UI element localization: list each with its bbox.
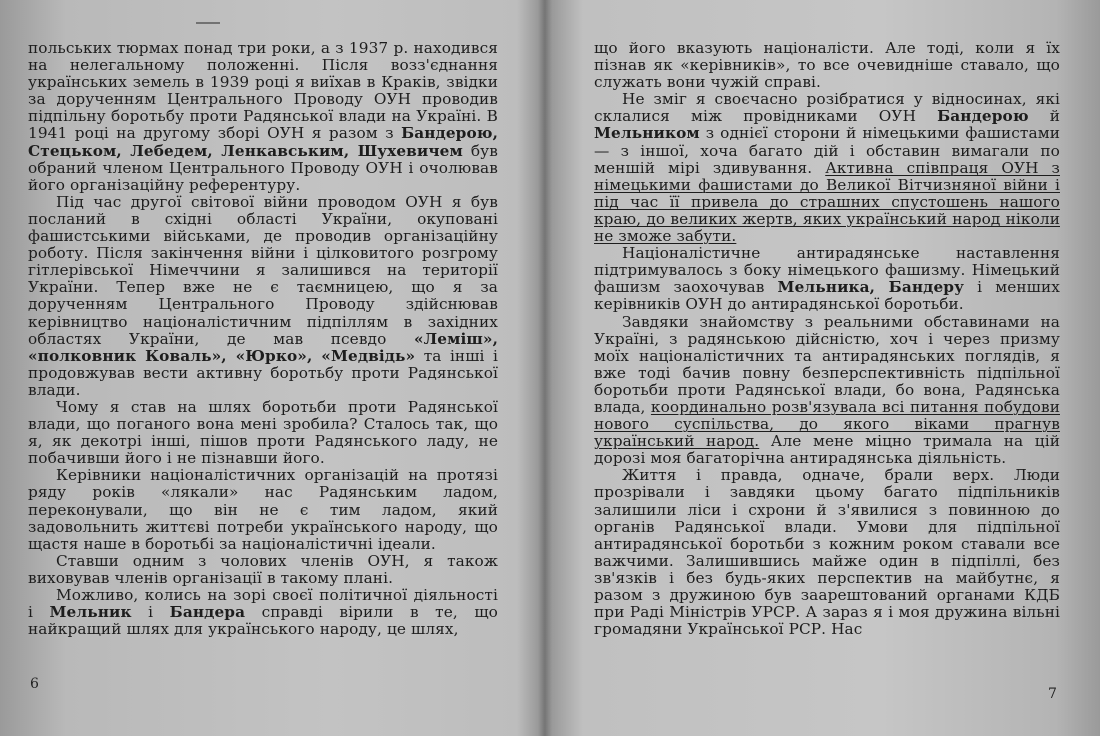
right-paragraph-5 — [594, 467, 1060, 638]
right-paragraph-3 — [594, 245, 1060, 313]
text-run: Але мене міцно тримала на цій дорозі моя багаторічна антирадянська діяльність. — [594, 432, 1060, 468]
text-run: і менших керівників ОУН до антирадянської боротьби. — [594, 278, 1060, 314]
right-page-text — [594, 40, 1060, 638]
right-paragraph-4 — [594, 314, 1060, 468]
text-run: й — [1028, 107, 1060, 126]
left-paragraph-6 — [28, 587, 498, 638]
text-run: Завдяки знайомству з реальними обставинами на Україні, з радянською дійсністю, хоч і через призму моїх націоналістичних та антирадянських поглядів, я вже тоді бачив повну безперспективність підпільної боротьби проти Радянської влади, бо вона, Радянська влада, — [594, 312, 1060, 416]
text-run: Під час другої світової війни проводом ОУН я був посланий в східні області України, окуповані фашистськими військами, де проводив організаційну роботу. Після закінчення війни і цілковитого розгрому гітлерівської Німеччини я залишився на території України. Тепер вже не є таємницею, що я за дорученням Центрального Проводу здійснював керівництво націоналістичним підпіллям в західних областях України, де мав псевдо — [28, 192, 498, 348]
text-run: і — [131, 603, 170, 622]
text-run: Керівники націоналістичних організацій на протязі ряду років «лякали» нас Радянським ладом, переконували, що він не є тим ладом, який задовольнить життєві потреби українського народу, що щастя наше в боротьбі за націоналістичні ідеали. — [28, 466, 498, 553]
left-page-number: 6 — [30, 676, 39, 692]
left-page-text — [28, 40, 498, 638]
bold-name-run: Бандерою, Стецьком, Лебедем, Ленкавським, Шухевичем — [28, 124, 498, 160]
pen-mark — [196, 22, 220, 24]
text-run: був обраний членом Центрального Проводу ОУН і очолював його організаційну референтуру. — [28, 141, 498, 194]
text-run: та інші і продовжував вести активну боротьбу проти Радянської влади. — [28, 346, 499, 399]
text-run: польських тюрмах понад три роки, а з 1937 р. находився на нелегальному положенні. Після возз'єднання українських земель в 1939 році я виїхав в Краків, звідки за дорученням Центрального Проводу ОУН проводив підпільну боротьбу проти Радянської влади на Україні. В 1941 році на другому зборі ОУН я разом з — [28, 39, 498, 143]
text-run: що його вказують націоналісти. Але тоді, коли я їх пізнав як «керівників», то все очевидніше ставало, що служать вони чужій справі. — [594, 39, 1060, 92]
bold-name-run: Мельника, Бандеру — [777, 278, 964, 297]
left-paragraph-3 — [28, 399, 498, 467]
left-paragraph-2 — [28, 194, 498, 399]
right-paragraph-1 — [594, 40, 1060, 91]
left-paragraph-5 — [28, 553, 498, 587]
text-run: Не зміг я своєчасно розібратися у відносинах, які склалися між провідниками ОУН — [594, 90, 1060, 126]
text-run: Чому я став на шлях боротьби проти Радянської влади, що поганого вона мені зробила? Сталось так, що я, як декотрі інші, пішов проти Радянського ладу, не побачивши його і не пізнавши його. — [28, 397, 498, 468]
text-run: з однієї сторони й німецькими фашистами — з іншої, хоча багато дій і обставин вимагали по меншій мірі здивування. — [594, 124, 1060, 177]
left-paragraph-4 — [28, 467, 498, 552]
right-page-number: 7 — [1048, 686, 1057, 702]
underlined-text-run: Активна співпраця ОУН з німецькими фашистами до Великої Вітчизняної війни і під час її привела до страшних спустошень нашого краю, до великих жертв, яких український народ ніколи не зможе забути. — [594, 158, 1060, 246]
bold-name-run: Мельником — [594, 124, 700, 143]
bold-name-run: «Леміш», «полковник Коваль», «Юрко», «Медвідь» — [28, 329, 498, 365]
text-run: Націоналістичне антирадянське наставлення підтримувалось з боку німецького фашизму. Німецький фашизм заохочував — [594, 244, 1060, 297]
text-run: справді вірили в те, що найкращий шлях для українського народу, це шлях, — [28, 603, 498, 639]
underlined-text-run: координально розв'язувала всі питання побудови нового суспільства, до якого віками прагнув український народ. — [594, 397, 1060, 451]
right-paragraph-2 — [594, 91, 1060, 245]
bold-name-run: Бандера — [169, 603, 246, 622]
text-run: Життя і правда, одначе, брали верх. Люди прозрівали і завдяки цьому багато підпільників залишили ліси і схрони й з'явилися з повинною до органів Радянської влади. Умови для підпільної антирадянської боротьби з кожним роком ставали все важчими. Залишившись майже один в підпіллі, без зв'язків і без будь-яких перспектив на майбутнє, я разом з дружиною був заарештований органами КДБ при Раді Міністрів УРСР. А зараз я і моя дружина вільні громадяни Української РСР. Нас — [594, 466, 1060, 639]
bold-name-run: Бандерою — [937, 107, 1029, 126]
book-gutter — [538, 0, 552, 736]
text-run: Ставши одним з чолових членів ОУН, я також виховував членів організації в такому плані. — [28, 551, 498, 587]
left-paragraph-1 — [28, 40, 498, 194]
bold-name-run: Мельник — [49, 603, 132, 622]
text-run: Можливо, колись на зорі своєї політичної діяльності і — [28, 586, 498, 622]
